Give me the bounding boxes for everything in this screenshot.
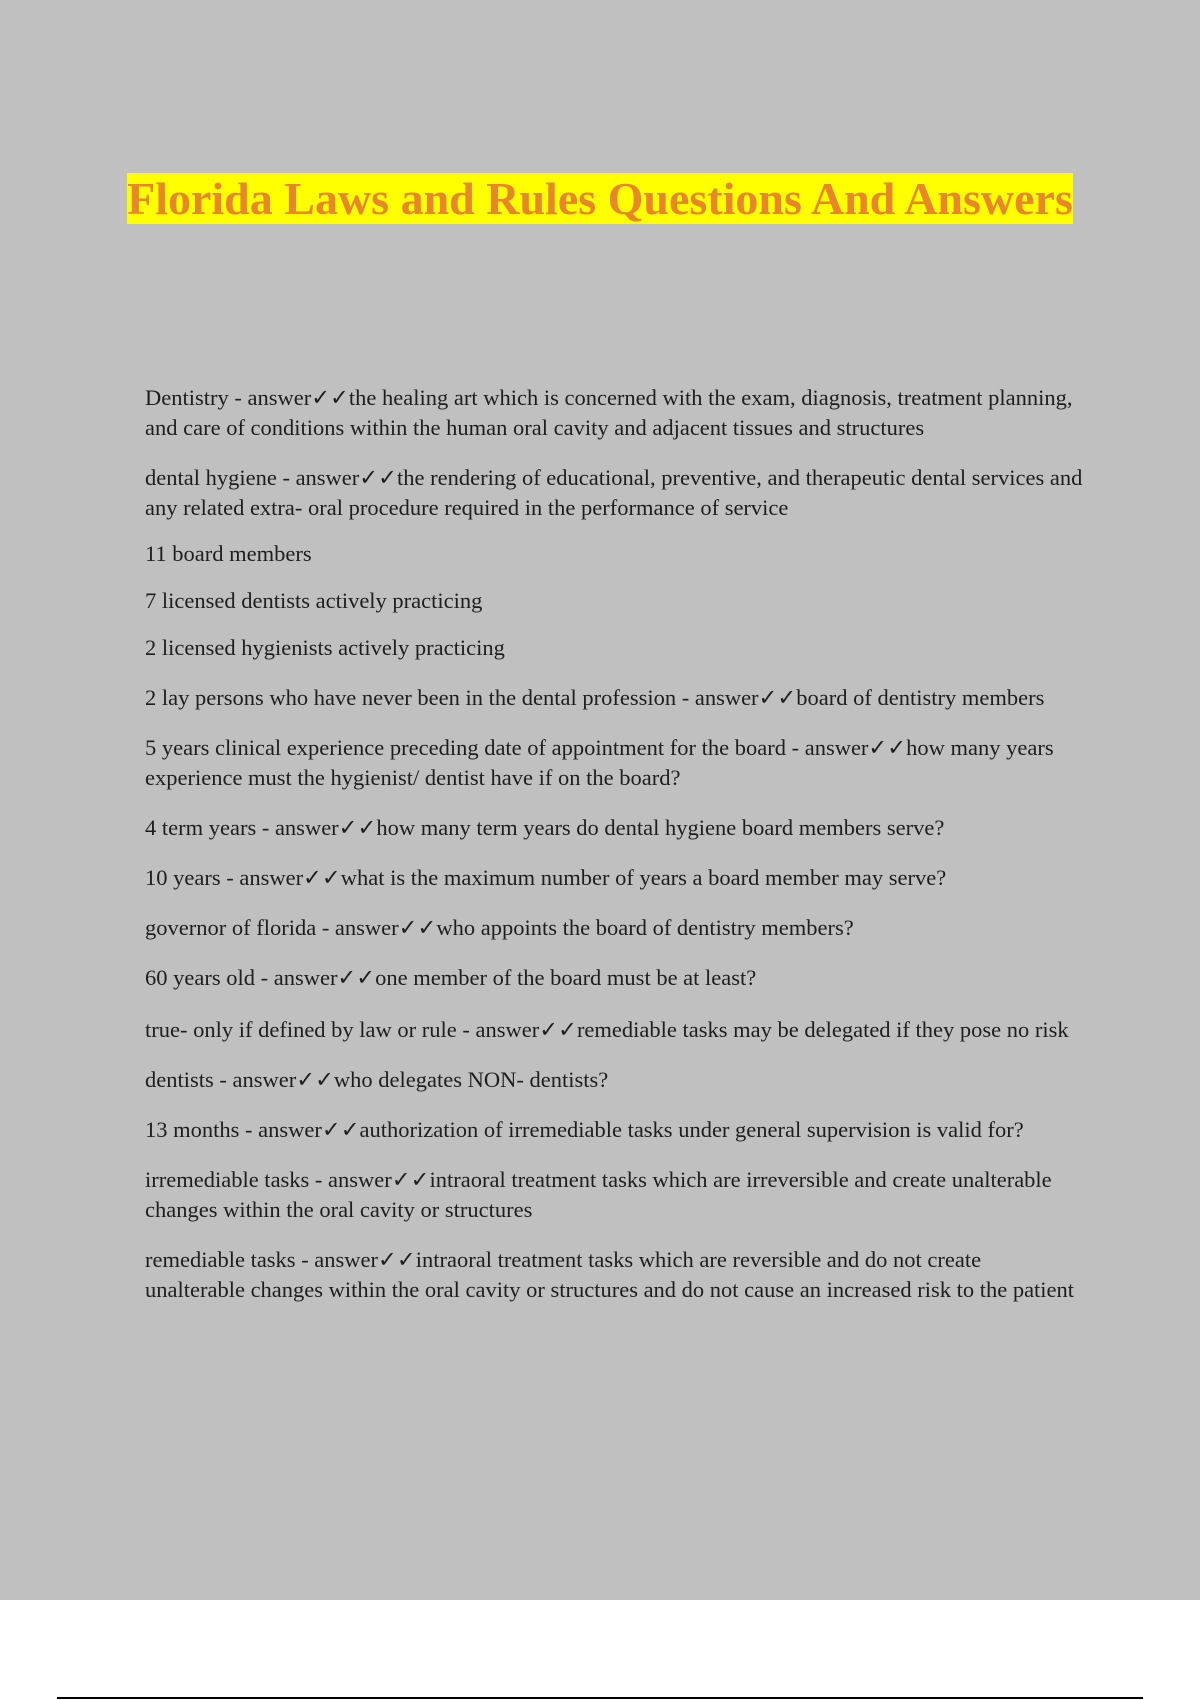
qa-entry: 7 licensed dentists actively practicing <box>145 588 483 613</box>
qa-entry: 10 years - answer✓✓what is the maximum number of years a board member may serve? <box>145 865 947 890</box>
qa-entry: 60 years old - answer✓✓one member of the board must be at least? <box>145 965 757 990</box>
qa-entry: 5 years clinical experience preceding date of appointment for the board - answer✓✓how many years experience must the hygienist/ dentist have if on the board? <box>145 735 1054 790</box>
qa-list <box>145 383 1085 1305</box>
qa-entry: 4 term years - answer✓✓how many term years do dental hygiene board members serve? <box>145 815 945 840</box>
qa-entry: irremediable tasks - answer✓✓intraoral treatment tasks which are irreversible and create unalterable changes within the oral cavity or structures <box>145 1167 1052 1222</box>
footer-divider <box>57 1697 1143 1699</box>
qa-entry: remediable tasks - answer✓✓intraoral treatment tasks which are reversible and do not create unalterable changes within the oral cavity or structures and do not cause an increased risk to the patient <box>145 1247 1075 1302</box>
qa-entry: 13 months - answer✓✓authorization of irremediable tasks under general supervision is valid for? <box>145 1117 1024 1142</box>
qa-entry: 2 lay persons who have never been in the dental profession - answer✓✓board of dentistry members <box>145 685 1045 710</box>
qa-entry: Dentistry - answer✓✓the healing art which is concerned with the exam, diagnosis, treatment planning, and care of conditions within the human oral cavity and adjacent tissues and structures <box>145 385 1073 440</box>
qa-entry: 11 board members <box>145 541 312 566</box>
qa-entry: governor of florida - answer✓✓who appoints the board of dentistry members? <box>145 915 854 940</box>
document-title <box>100 168 1100 229</box>
qa-entry: 2 licensed hygienists actively practicing <box>145 635 505 660</box>
qa-entry: dentists - answer✓✓who delegates NON- dentists? <box>145 1067 609 1092</box>
qa-entry: true- only if defined by law or rule - answer✓✓remediable tasks may be delegated if they pose no risk <box>145 1017 1069 1042</box>
qa-entry: dental hygiene - answer✓✓the rendering of educational, preventive, and therapeutic dental services and any related extra- oral procedure required in the performance of service <box>145 465 1083 520</box>
document-title-text: Florida Laws and Rules Questions And Answers <box>127 173 1073 224</box>
